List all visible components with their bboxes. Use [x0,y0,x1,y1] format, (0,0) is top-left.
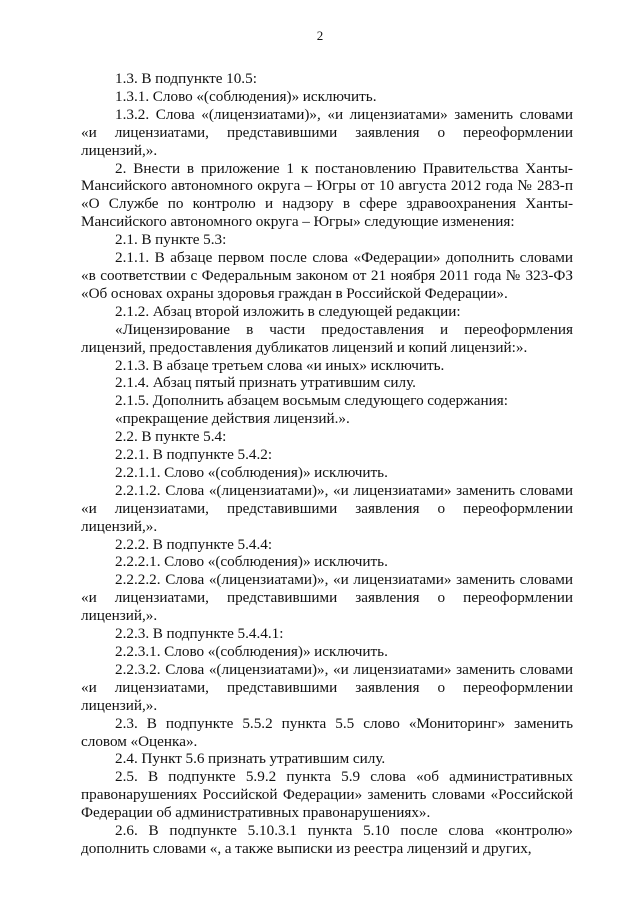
paragraph: 1.3. В подпункте 10.5: [115,70,257,87]
document-body [81,70,573,858]
paragraph: 2.2.3.2. Слова «(лицензиатами)», «и лицензиатами» заменить словами «и лицензиатами, представившими заявления о переоформлении лицензий,». [81,660,573,714]
paragraph: 2.2.3. В подпункте 5.4.4.1: [115,625,284,643]
paragraph: 1.3.2. Слова «(лицензиатами)», «и лицензиатами» заменить словами «и лицензиатами, представившими заявления о переоформлении лицензий,». [81,105,573,159]
paragraph: 2.2.1.1. Слово «(соблюдения)» исключить. [115,463,388,481]
paragraph: 2. Внести в приложение 1 к постановлению Правительства Ханты-Мансийского автономного округа – Югры от 10 августа 2012 года № 283-п «О Службе по контролю и надзору в сфере здравоохранения Ханты-Мансийского автономного округа – Югры» следующие изменения: [81,159,573,231]
paragraph: 2.2.1. В подпункте 5.4.2: [115,446,273,464]
paragraph: 2.2.2.2. Слова «(лицензиатами)», «и лицензиатами» заменить словами «и лицензиатами, представившими заявления о переоформлении лицензий,». [81,571,573,625]
paragraph: 1.3.1. Слово «(соблюдения)» исключить. [115,87,377,105]
paragraph: 2.1.3. В абзаце третьем слова «и иных» исключить. [115,356,445,374]
paragraph: 2.1.1. В абзаце первом после слова «Федерации» дополнить словами «в соответствии с Федеральным законом от 21 ноября 2011 года № 323-ФЗ «Об основах охраны здоровья граждан в Российской Федерации». [81,249,573,302]
page-number: 2 [316,28,324,43]
paragraph: «прекращение действия лицензий.». [115,410,350,428]
paragraph: 2.3. В подпункте 5.5.2 пункта 5.5 слово «Мониторинг» заменить словом «Оценка». [81,714,573,750]
paragraph: 2.1.5. Дополнить абзацем восьмым следующего содержания: [115,392,508,410]
paragraph: 2.1.4. Абзац пятый признать утратившим силу. [115,374,416,392]
paragraph: 2.2.3.1. Слово «(соблюдения)» исключить. [115,643,388,660]
paragraph: 2.6. В подпункте 5.10.3.1 пункта 5.10 после слова «контролю» дополнить словами «, а также выписки из реестра лицензий и других, [81,822,573,857]
paragraph: 2.2.1.2. Слова «(лицензиатами)», «и лицензиатами» заменить словами «и лицензиатами, представившими заявления о переоформлении лицензий,». [81,481,573,535]
paragraph: 2.4. Пункт 5.6 признать утратившим силу. [115,750,386,768]
paragraph: «Лицензирование в части предоставления и переоформления лицензий, предоставления дубликатов лицензий и копий лицензий:». [81,320,573,356]
paragraph: 2.5. В подпункте 5.9.2 пункта 5.9 слова «об административных правонарушениях Российской Федерации» заменить словами «Российской Федерации об административных правонарушениях». [81,768,573,822]
paragraph: 2.2.2.1. Слово «(соблюдения)» исключить. [115,553,388,571]
paragraph: 2.1. В пункте 5.3: [115,231,227,249]
paragraph: 2.2. В пункте 5.4: [115,428,227,446]
paragraph: 2.1.2. Абзац второй изложить в следующей редакции: [115,302,461,320]
paragraph: 2.2.2. В подпункте 5.4.4: [115,535,273,553]
